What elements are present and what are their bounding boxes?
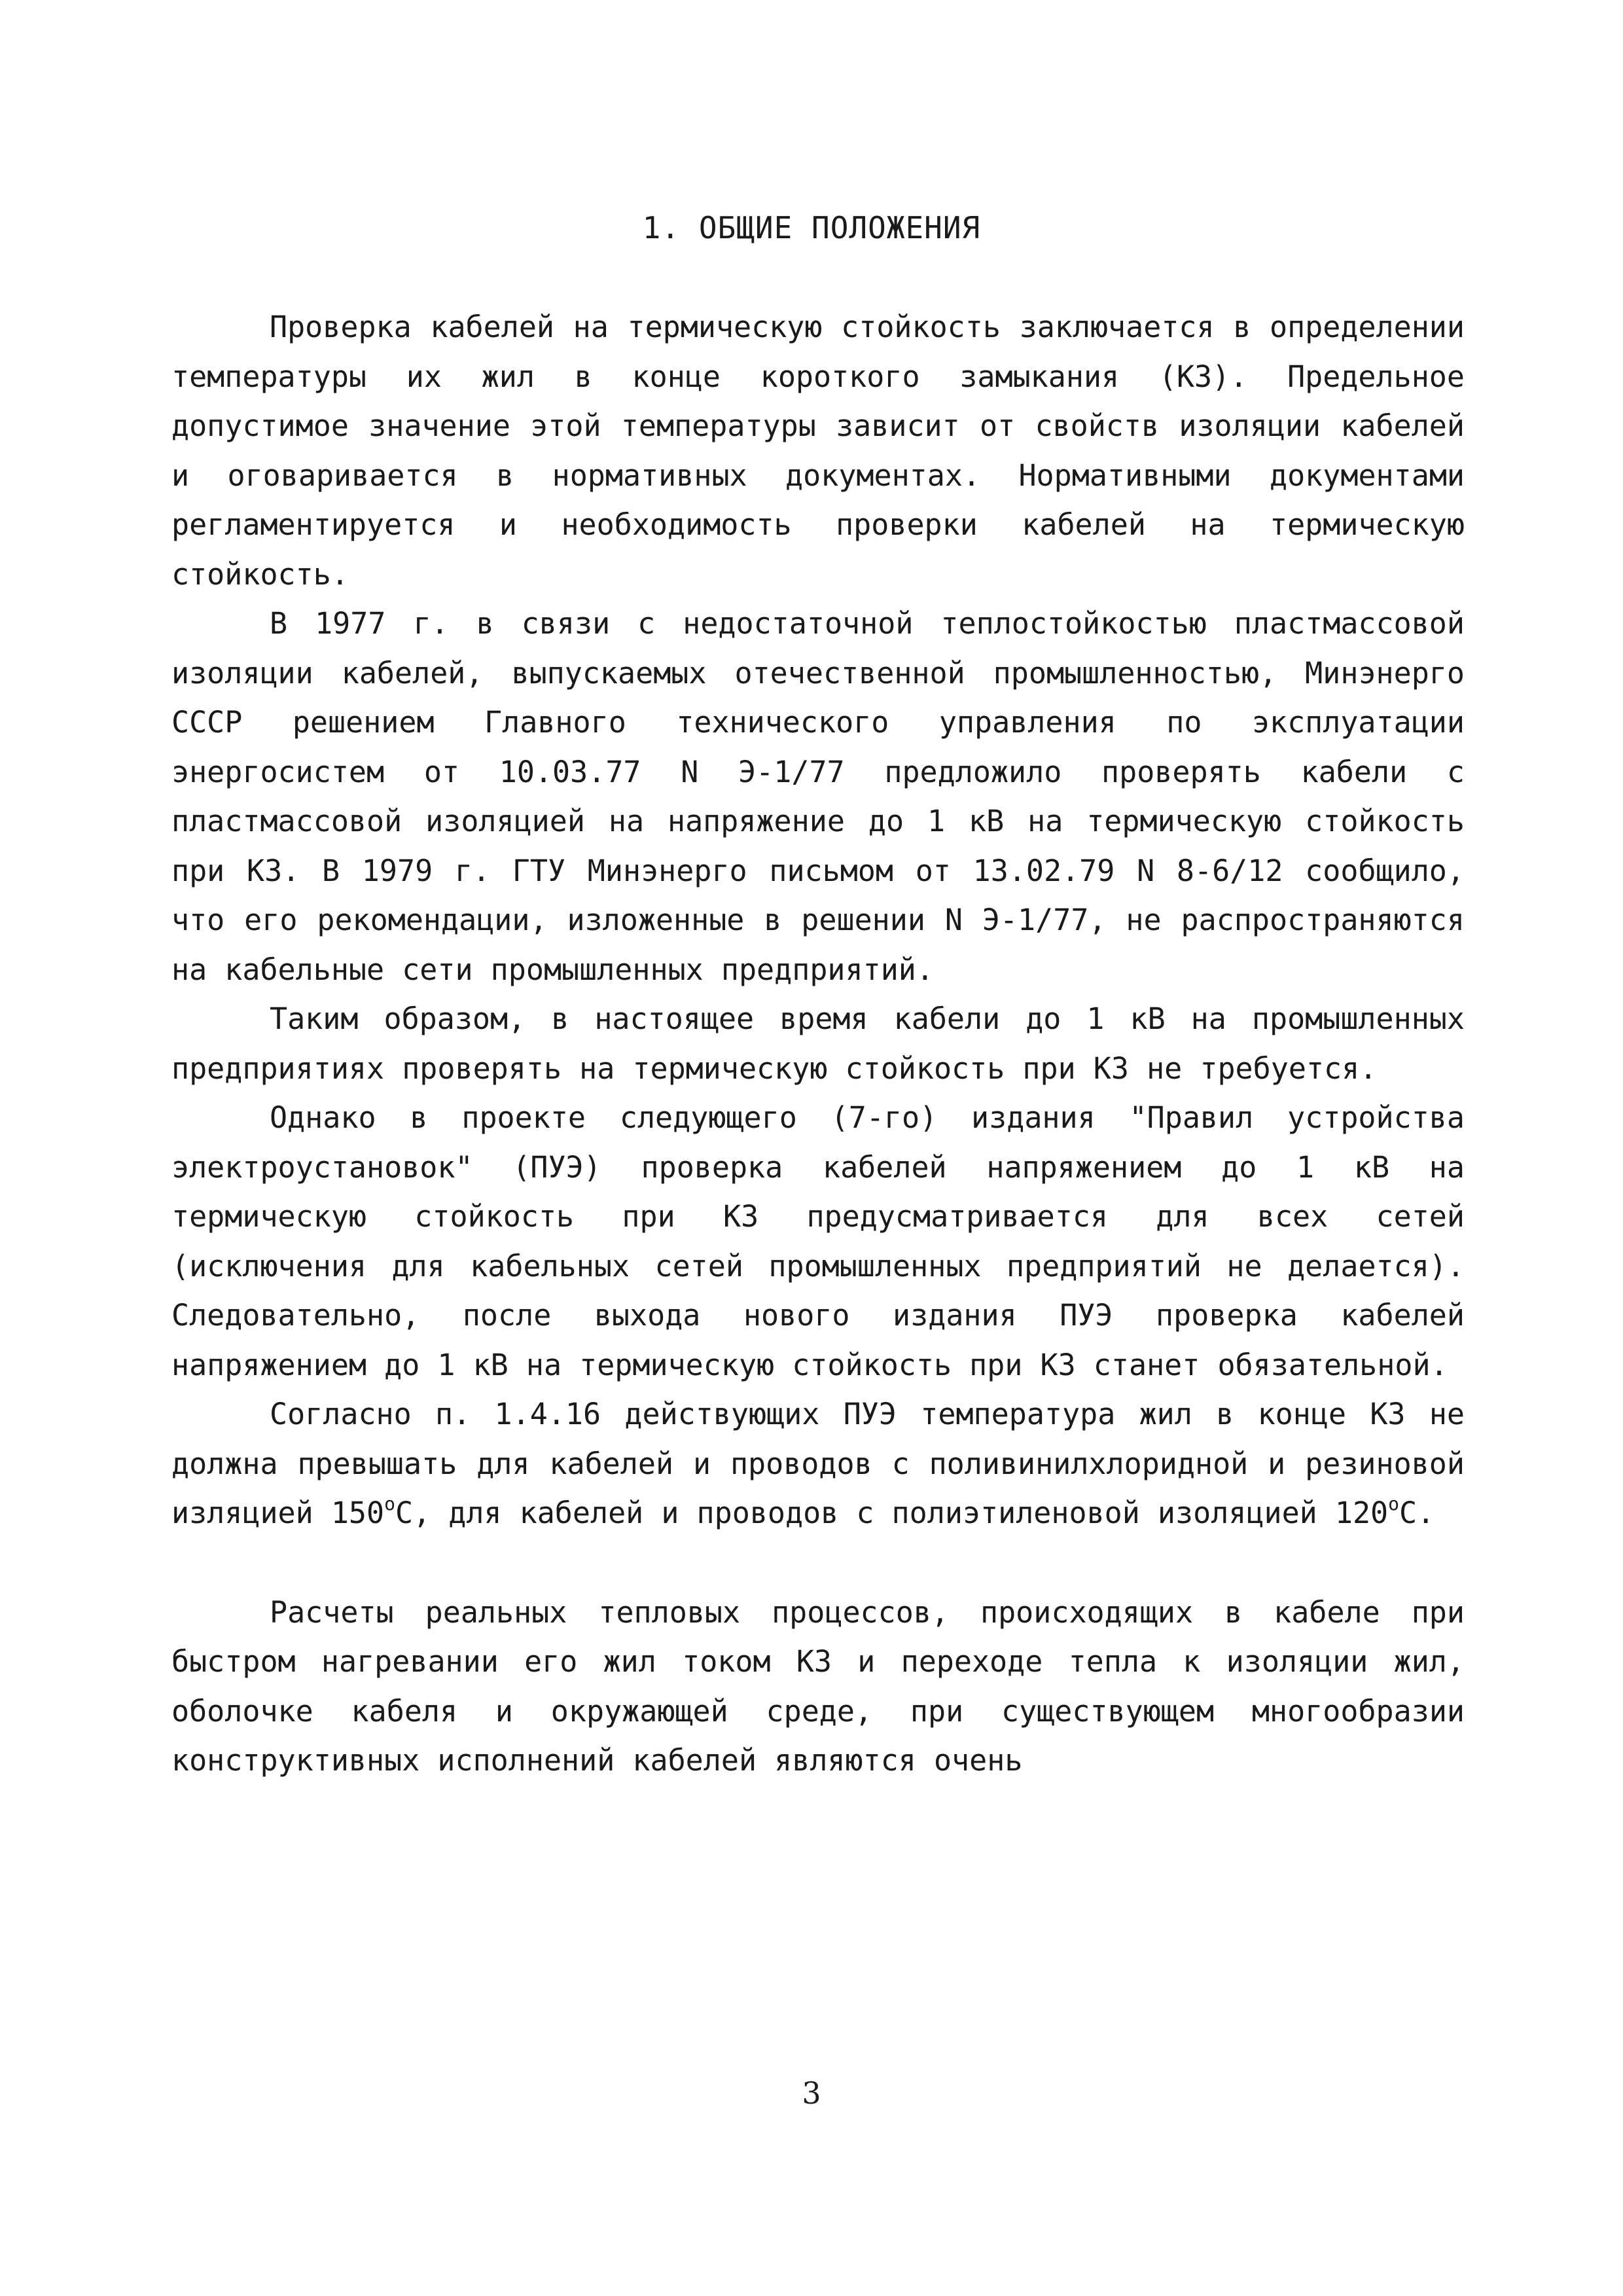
paragraph-2: В 1977 г. в связи с недостаточной теплостойкостью пластмассовой изоляции кабелей, выпускаемых отечественной промышленностью, Минэнерго СССР решением Главного технического управления по эксплуатации энергосистем от 10.03.77 N Э-1/77 предложило проверять кабели с пластмассовой изоляцией на напряжение до 1 кВ на термическую стойкость при КЗ. В 1979 г. ГТУ Минэнерго письмом от 13.02.79 N 8-6/12 сообщило, что его рекомендации, изложенные в решении N Э-1/77, не распространяются на кабельные сети промышленных предприятий. xyxy=(171,606,1465,987)
paragraph-6: Расчеты реальных тепловых процессов, происходящих в кабеле при быстром нагревании его жил током КЗ и переходе тепла к изоляции жил, оболочке кабеля и окружающей среде, при существующем многообразии конструктивных исполнений кабелей являются очень xyxy=(171,1594,1465,1778)
paragraph-4: Однако в проекте следующего (7-го) издания "Правил устройства электроустановок" (ПУЭ) проверка кабелей напряжением до 1 кВ на термическую стойкость при КЗ предусматривается для всех сетей (исключения для кабельных сетей промышленных предприятий не делается). Следовательно, после выхода нового издания ПУЭ проверка кабелей напряжением до 1 кВ на термическую стойкость при КЗ станет обязательной. xyxy=(171,1100,1465,1382)
paragraph-5 xyxy=(171,1390,1465,1538)
paragraph-5-part-3: С. xyxy=(1399,1496,1435,1530)
degree-sign: о xyxy=(384,1493,395,1515)
paragraph-1: Проверка кабелей на термическую стойкость заключается в определении температуры их жил в конце короткого замыкания (КЗ). Предельное допустимое значение этой температуры зависит от свойств изоляции кабелей и оговаривается в нормативных документах. Нормативными документами регламентируется и необходимость проверки кабелей на термическую стойкость. xyxy=(171,310,1465,592)
paragraph-5-part-2: С, для кабелей и проводов с полиэтиленовой изоляцией 120 xyxy=(395,1496,1389,1530)
body-text xyxy=(171,302,1465,1785)
paragraph-3: Таким образом, в настоящее время кабели до 1 кВ на промышленных предприятиях проверять на термическую стойкость при КЗ не требуется. xyxy=(171,1001,1465,1086)
paragraph-5-part-1: Согласно п. 1.4.16 действующих ПУЭ температура жил в конце КЗ не должна превышать для кабелей и проводов с поливинилхлоридной и резиновой изляцией 150 xyxy=(171,1397,1465,1530)
page-number: 3 xyxy=(802,2075,821,2111)
degree-sign: о xyxy=(1388,1493,1399,1515)
section-heading: 1. ОБЩИЕ ПОЛОЖЕНИЯ xyxy=(642,210,981,245)
